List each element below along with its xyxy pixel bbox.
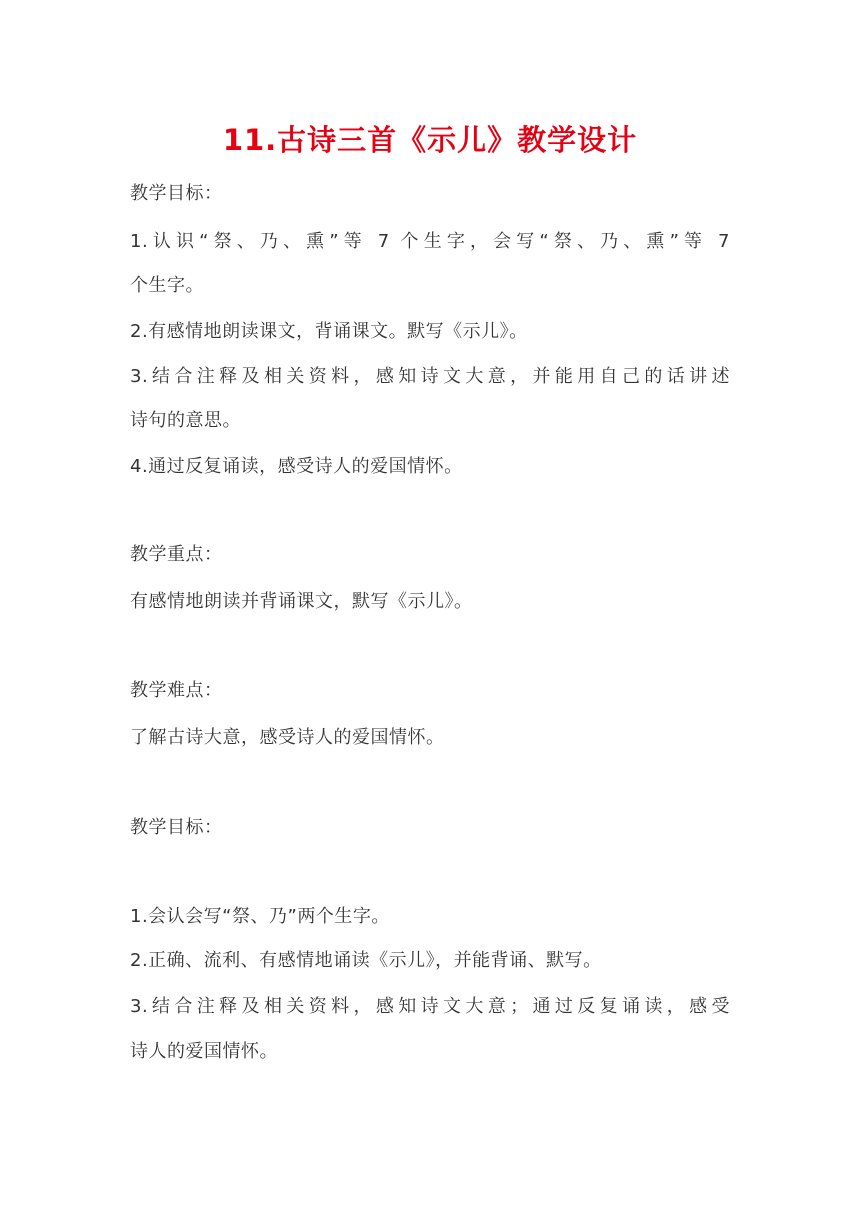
objective-line-4: 4.通过反复诵读，感受诗人的爱国情怀。	[130, 456, 463, 477]
section-heading-objectives-2: 教学目标：	[130, 817, 223, 838]
section-heading-difficulties: 教学难点：	[130, 680, 223, 701]
objective-line-3-cont: 诗句的意思。	[130, 410, 241, 431]
section-heading-objectives: 教学目标：	[130, 183, 223, 204]
objective-line-3: 3.结合注释及相关资料，感知诗文大意，并能用自己的话讲述	[130, 366, 730, 387]
difficulties-text: 了解古诗大意，感受诗人的爱国情怀。	[130, 727, 445, 748]
document-title: 11.古诗三首《示儿》教学设计	[222, 123, 638, 157]
objective-line-1-cont: 个生字。	[130, 275, 204, 296]
objective-line-1: 1.认识“祭、乃、熏”等 7 个生字，会写“祭、乃、熏”等 7	[130, 231, 730, 252]
objective-line-2: 2.有感情地朗读课文，背诵课文。默写《示儿》。	[130, 321, 528, 342]
objective2-line-2: 2.正确、流利、有感情地诵读《示儿》，并能背诵、默写。	[130, 950, 602, 971]
objective2-line-3-cont: 诗人的爱国情怀。	[130, 1041, 278, 1062]
section-heading-key-points: 教学重点：	[130, 544, 223, 565]
objective2-line-3: 3.结合注释及相关资料，感知诗文大意；通过反复诵读，感受	[130, 996, 730, 1017]
objective2-line-1: 1.会认会写“祭、乃”两个生字。	[130, 906, 390, 927]
key-points-text: 有感情地朗读并背诵课文，默写《示儿》。	[130, 591, 473, 612]
